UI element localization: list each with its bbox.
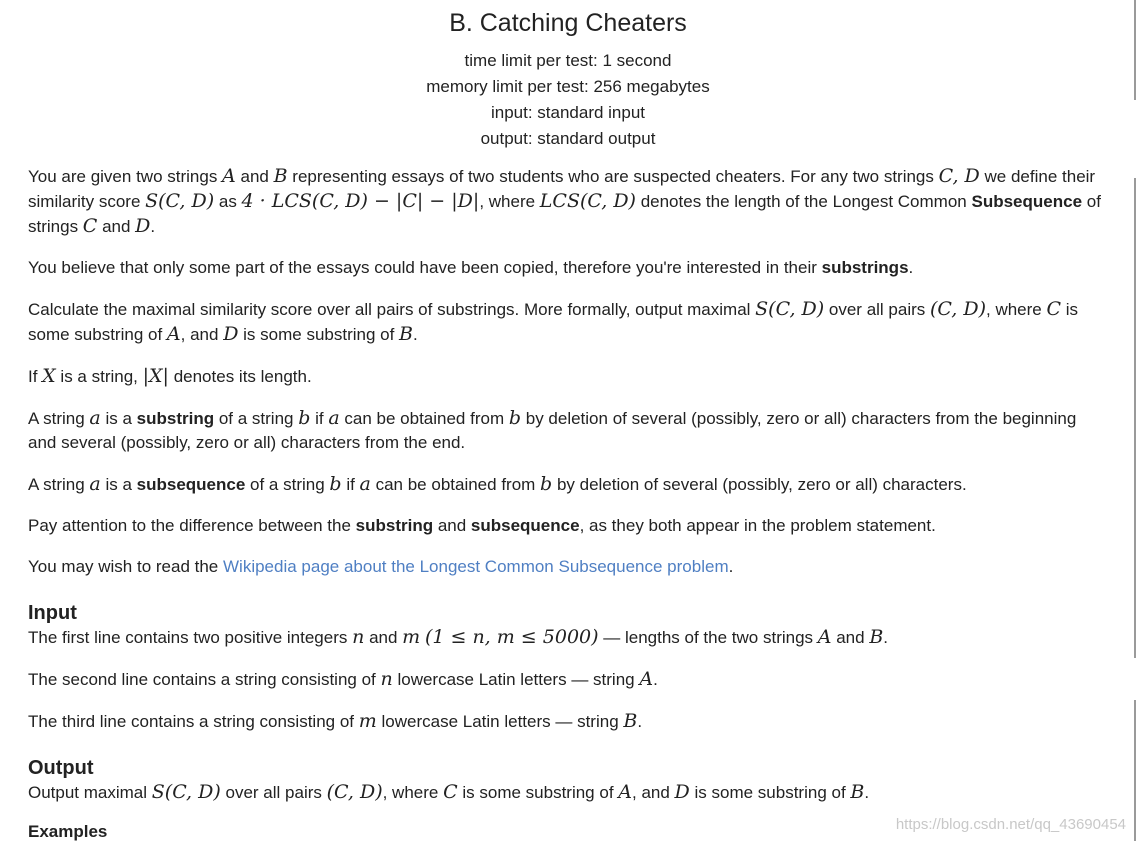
math-var: a (328, 407, 340, 429)
text: of a string (245, 475, 330, 494)
math-formula: 4 · LCS(C, D) − |C| − |D| (241, 190, 480, 212)
text: of a string (214, 409, 299, 428)
text: , where (986, 300, 1047, 319)
input-line-1 (28, 625, 1108, 650)
bold-term: Subsequence (971, 192, 1083, 211)
math-var: C (443, 781, 458, 803)
text: The first line contains two positive integers (28, 628, 353, 647)
math-var: b (540, 473, 553, 495)
text: is a string, (55, 367, 143, 386)
time-limit: time limit per test: 1 second (464, 51, 672, 70)
text: lowercase Latin letters — string (376, 712, 624, 731)
statement-paragraph-2 (28, 256, 1108, 280)
math-var: b (329, 473, 342, 495)
text: denotes its length. (168, 367, 312, 386)
text: . (653, 670, 658, 689)
math-var: m (358, 710, 377, 732)
math-var: A (222, 165, 236, 187)
math-var: C (1046, 298, 1062, 320)
text: over all pairs (220, 783, 327, 802)
math-expr: (C, D) (326, 781, 383, 803)
text: . (413, 325, 418, 344)
problem-limits (28, 48, 1108, 152)
math-expr: S(C, D) (755, 298, 825, 320)
statement-paragraph-3 (28, 297, 1108, 347)
text: is a (100, 409, 137, 428)
math-var: n (352, 626, 365, 648)
text: as (214, 192, 242, 211)
math-var: A (639, 668, 654, 690)
text: and (235, 167, 274, 186)
math-var: a (89, 473, 101, 495)
problem-title: B. Catching Cheaters (449, 9, 687, 37)
math-var: m (402, 626, 421, 648)
text: You are given two strings (28, 167, 223, 186)
text: is some substring of (28, 300, 1079, 344)
math-var: D (135, 215, 151, 237)
wikipedia-lcs-link[interactable]: Wikipedia page about the Longest Common Subsequence problem (223, 557, 729, 576)
text: and (831, 628, 870, 647)
math-var: b (508, 407, 522, 429)
math-var: B (273, 165, 288, 187)
math-var: A (618, 781, 632, 803)
memory-limit: memory limit per test: 256 megabytes (426, 77, 710, 96)
output-spec: output: standard output (480, 129, 656, 148)
text: You may wish to read the (28, 557, 223, 576)
text: A string (28, 409, 90, 428)
math-var: X (42, 365, 56, 387)
math-var: B (869, 626, 884, 648)
text: if (310, 409, 329, 428)
statement-paragraph-8 (28, 555, 1108, 579)
math-var: A (817, 626, 832, 648)
csdn-watermark: https://blog.csdn.net/qq_43690454 (895, 816, 1126, 833)
math-expr: (1 ≤ n, m ≤ 5000) (424, 626, 599, 648)
math-expr: |X| (142, 365, 169, 387)
text: . (637, 712, 643, 731)
examples-title: Examples (28, 822, 108, 841)
bold-term: subsequence (136, 475, 246, 494)
text: by deletion of several (possibly, zero or all) characters. (552, 475, 967, 494)
statement-paragraph-1 (28, 164, 1108, 239)
problem-page (28, 0, 1108, 842)
text: Pay attention to the difference between the (28, 516, 356, 535)
math-var: n (380, 668, 393, 690)
text: , where (479, 192, 540, 211)
text: . (728, 557, 734, 576)
text: of strings (28, 192, 1101, 236)
bold-term: subsequence (470, 516, 580, 535)
statement-paragraph-7 (28, 514, 1108, 538)
math-var: B (850, 781, 865, 803)
text: Calculate the maximal similarity score over all pairs of substrings. More formally, output maximal (28, 300, 756, 319)
text: if (341, 475, 360, 494)
text: over all pairs (824, 300, 930, 319)
text: is some substring of (457, 783, 619, 802)
math-expr: S(C, D) (151, 781, 221, 803)
math-var: B (399, 323, 414, 345)
text: A string (28, 475, 90, 494)
text: representing essays of two students who are suspected cheaters. For any two strings (287, 167, 939, 186)
text: . (150, 217, 156, 236)
text: The second line contains a string consisting of (28, 670, 381, 689)
text: is some substring of (689, 783, 851, 802)
input-line-3 (28, 709, 1108, 734)
math-var: a (359, 473, 371, 495)
text: Output maximal (28, 783, 152, 802)
text: If (28, 367, 43, 386)
math-expr: LCS(C, D) (539, 190, 636, 212)
bold-term: substring (136, 409, 215, 428)
output-line-1 (28, 780, 1108, 805)
text: . (908, 258, 914, 277)
text: , where (382, 783, 444, 802)
input-section-title: Input (28, 602, 77, 624)
text: . (883, 628, 889, 647)
text: can be obtained from (339, 409, 509, 428)
text: is some substring of (238, 325, 400, 344)
math-var: D (223, 323, 239, 345)
math-var: a (89, 407, 101, 429)
input-line-2 (28, 667, 1108, 692)
text: by deletion of several (possibly, zero or all) characters from the beginning and several (possibly, zero or all) characters from the end. (28, 409, 1077, 452)
statement-paragraph-6 (28, 472, 1108, 497)
statement-paragraph-5 (28, 406, 1108, 455)
math-expr: (C, D) (930, 298, 986, 320)
statement-paragraph-4 (28, 364, 1108, 389)
text: is a (100, 475, 137, 494)
text: You believe that only some part of the essays could have been copied, therefore you're interested in their (28, 258, 822, 277)
text: can be obtained from (370, 475, 541, 494)
text: and (97, 217, 136, 236)
bold-term: substrings (821, 258, 909, 277)
text: , and (180, 325, 224, 344)
text: The third line contains a string consisting of (28, 712, 359, 731)
math-var: b (298, 407, 311, 429)
math-var: C (82, 215, 98, 237)
math-var: C, D (938, 165, 980, 187)
text: , and (632, 783, 675, 802)
problem-statement (28, 164, 1108, 579)
text: , as they both appear in the problem statement. (579, 516, 936, 535)
text: — lengths of the two strings (598, 628, 818, 647)
math-var: B (623, 710, 638, 732)
math-var: A (166, 323, 181, 345)
math-expr: S(C, D) (145, 190, 215, 212)
text: lowercase Latin letters — string (392, 670, 640, 689)
bold-term: substring (355, 516, 434, 535)
text: . (864, 783, 870, 802)
text: we define their similarity score (28, 167, 1096, 211)
math-var: D (674, 781, 690, 803)
text: and (364, 628, 403, 647)
text: and (433, 516, 471, 535)
output-section-title: Output (28, 757, 94, 779)
input-spec: input: standard input (490, 103, 646, 122)
text: denotes the length of the Longest Common (635, 192, 972, 211)
